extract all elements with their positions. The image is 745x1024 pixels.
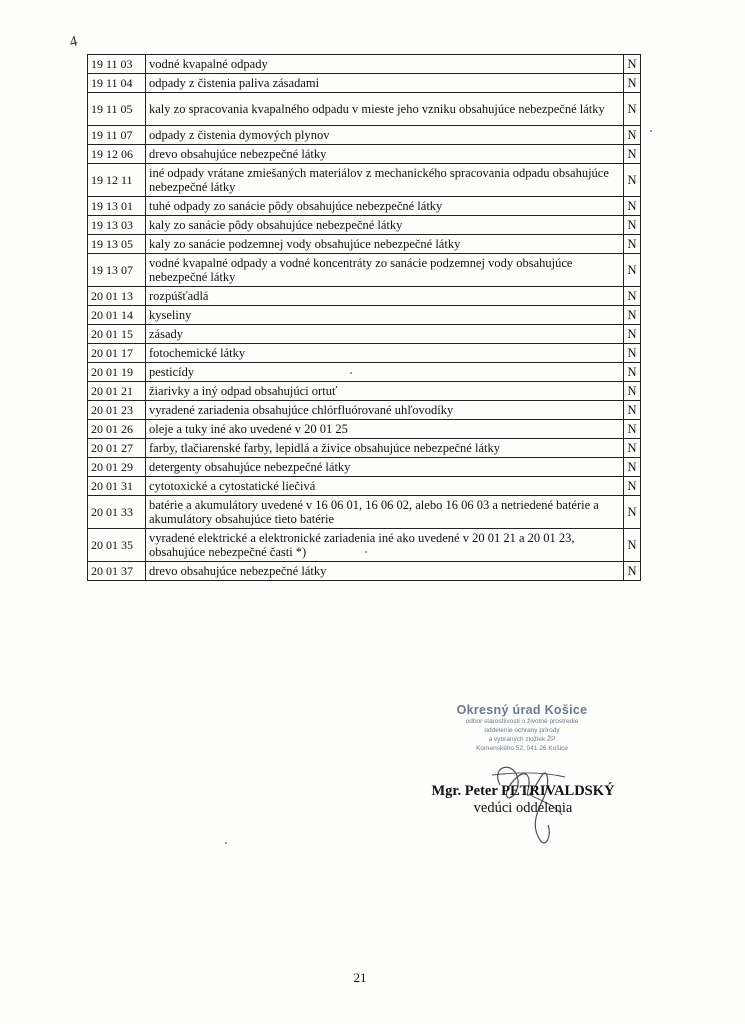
waste-code-cell: 20 01 37: [88, 562, 146, 581]
waste-code-cell: 20 01 19: [88, 363, 146, 382]
signer-name: Mgr. Peter PETRIVALDSKÝ: [431, 783, 615, 799]
table-row: [88, 363, 641, 382]
table-row: [88, 197, 641, 216]
waste-description-cell: fotochemické látky: [146, 344, 624, 363]
waste-category-cell: N: [624, 363, 641, 382]
waste-category-cell: N: [624, 382, 641, 401]
waste-category-cell: N: [624, 344, 641, 363]
table-row: [88, 420, 641, 439]
waste-description-cell: oleje a tuky iné ako uvedené v 20 01 25: [146, 420, 624, 439]
table-row: [88, 306, 641, 325]
waste-code-cell: 20 01 23: [88, 401, 146, 420]
waste-description-cell: odpady z čistenia dymových plynov: [146, 126, 624, 145]
waste-category-cell: N: [624, 529, 641, 562]
scan-speck: [225, 842, 227, 844]
waste-description-cell: vodné kvapalné odpady: [146, 55, 624, 74]
waste-code-cell: 20 01 26: [88, 420, 146, 439]
waste-category-cell: N: [624, 325, 641, 344]
waste-code-cell: 20 01 17: [88, 344, 146, 363]
table-row: [88, 287, 641, 306]
table-row: [88, 254, 641, 287]
table-row: [88, 344, 641, 363]
table-row: [88, 126, 641, 145]
table-row: [88, 439, 641, 458]
table-row: [88, 74, 641, 93]
waste-description-cell: tuhé odpady zo sanácie pôdy obsahujúce nebezpečné látky: [146, 197, 624, 216]
waste-category-cell: N: [624, 439, 641, 458]
waste-code-cell: 19 11 04: [88, 74, 146, 93]
waste-description-cell: kaly zo spracovania kvapalného odpadu v mieste jeho vzniku obsahujúce nebezpečné látky: [146, 93, 624, 126]
waste-category-cell: N: [624, 235, 641, 254]
waste-category-cell: N: [624, 197, 641, 216]
table-row: [88, 562, 641, 581]
waste-category-cell: N: [624, 164, 641, 197]
waste-category-cell: N: [624, 74, 641, 93]
waste-description-cell: pesticídy: [146, 363, 624, 382]
waste-description-cell: cytotoxické a cytostatické liečivá: [146, 477, 624, 496]
waste-category-cell: N: [624, 145, 641, 164]
waste-description-cell: vodné kvapalné odpady a vodné koncentráty zo sanácie podzemnej vody obsahujúce nebezpečné látky: [146, 254, 624, 287]
stamp-line: Komenského 52, 041 26 Košice: [476, 745, 568, 752]
waste-description-cell: vyradené elektrické a elektronické zariadenia iné ako uvedené v 20 01 21 a 20 01 23, obsahujúce nebezpečné časti *): [146, 529, 624, 562]
waste-code-cell: 20 01 14: [88, 306, 146, 325]
waste-category-cell: N: [624, 458, 641, 477]
signer-role: vedúci oddelenia: [473, 800, 573, 816]
waste-code-cell: 19 13 03: [88, 216, 146, 235]
waste-category-cell: N: [624, 562, 641, 581]
waste-code-cell: 20 01 21: [88, 382, 146, 401]
stamp-line: odbor starostlivosti o životné prostredie: [465, 718, 579, 725]
waste-category-cell: N: [624, 420, 641, 439]
stamp-title: Okresný úrad Košice: [456, 703, 588, 717]
waste-category-cell: N: [624, 287, 641, 306]
table-row: [88, 382, 641, 401]
waste-code-cell: 20 01 13: [88, 287, 146, 306]
table-row: [88, 529, 641, 562]
waste-description-cell: zásady: [146, 325, 624, 344]
waste-code-cell: 19 13 07: [88, 254, 146, 287]
table-row: [88, 477, 641, 496]
waste-description-cell: žiarivky a iný odpad obsahujúci ortuť: [146, 382, 624, 401]
table-row: [88, 325, 641, 344]
table-row: [88, 401, 641, 420]
waste-description-cell: farby, tlačiarenské farby, lepidlá a živice obsahujúce nebezpečné látky: [146, 439, 624, 458]
waste-description-cell: iné odpady vrátane zmiešaných materiálov z mechanického spracovania odpadu obsahujúce nebezpečné látky: [146, 164, 624, 197]
waste-category-cell: N: [624, 477, 641, 496]
table-row: [88, 164, 641, 197]
table-row: [88, 235, 641, 254]
waste-code-cell: 19 12 11: [88, 164, 146, 197]
table-row: [88, 145, 641, 164]
waste-description-cell: drevo obsahujúce nebezpečné látky: [146, 562, 624, 581]
waste-category-cell: N: [624, 496, 641, 529]
table-body: [88, 55, 641, 581]
waste-code-cell: 19 13 05: [88, 235, 146, 254]
waste-description-cell: kaly zo sanácie pôdy obsahujúce nebezpečné látky: [146, 216, 624, 235]
waste-description-cell: kyseliny: [146, 306, 624, 325]
waste-code-cell: 20 01 15: [88, 325, 146, 344]
scan-speck: [350, 372, 352, 374]
waste-description-cell: vyradené zariadenia obsahujúce chlórfluórované uhľovodíky: [146, 401, 624, 420]
scan-speck: [365, 551, 367, 553]
signature-block: [408, 783, 638, 817]
waste-category-cell: N: [624, 306, 641, 325]
waste-description-cell: detergenty obsahujúce nebezpečné látky: [146, 458, 624, 477]
waste-description-cell: odpady z čistenia paliva zásadami: [146, 74, 624, 93]
waste-category-cell: N: [624, 126, 641, 145]
waste-category-cell: N: [624, 93, 641, 126]
waste-description-cell: rozpúšťadlá: [146, 287, 624, 306]
table-row: [88, 55, 641, 74]
waste-code-cell: 19 13 01: [88, 197, 146, 216]
waste-code-cell: 19 11 07: [88, 126, 146, 145]
waste-code-cell: 20 01 29: [88, 458, 146, 477]
waste-code-cell: 19 12 06: [88, 145, 146, 164]
stamp-line: oddelenie ochrany prírody: [484, 727, 560, 734]
waste-code-cell: 20 01 31: [88, 477, 146, 496]
table-row: [88, 93, 641, 126]
corner-handwritten-mark: 4: [68, 33, 79, 51]
stamp-line: a vybraných zložiek ŽP: [488, 736, 556, 743]
waste-category-cell: N: [624, 401, 641, 420]
waste-category-cell: N: [624, 254, 641, 287]
waste-code-cell: 19 11 05: [88, 93, 146, 126]
waste-description-cell: kaly zo sanácie podzemnej vody obsahujúce nebezpečné látky: [146, 235, 624, 254]
waste-code-cell: 20 01 35: [88, 529, 146, 562]
waste-description-cell: batérie a akumulátory uvedené v 16 06 01, 16 06 02, alebo 16 06 03 a netriedené batérie a akumulátory obsahujúce tieto batérie: [146, 496, 624, 529]
waste-description-cell: drevo obsahujúce nebezpečné látky: [146, 145, 624, 164]
waste-code-cell: 20 01 27: [88, 439, 146, 458]
waste-category-cell: N: [624, 55, 641, 74]
waste-code-cell: 20 01 33: [88, 496, 146, 529]
waste-category-cell: N: [624, 216, 641, 235]
table-row: [88, 458, 641, 477]
waste-catalogue-table: [87, 54, 641, 581]
waste-code-cell: 19 11 03: [88, 55, 146, 74]
table-row: [88, 216, 641, 235]
table-row: [88, 496, 641, 529]
page-number: 21: [353, 970, 367, 985]
scan-speck: [650, 130, 652, 132]
